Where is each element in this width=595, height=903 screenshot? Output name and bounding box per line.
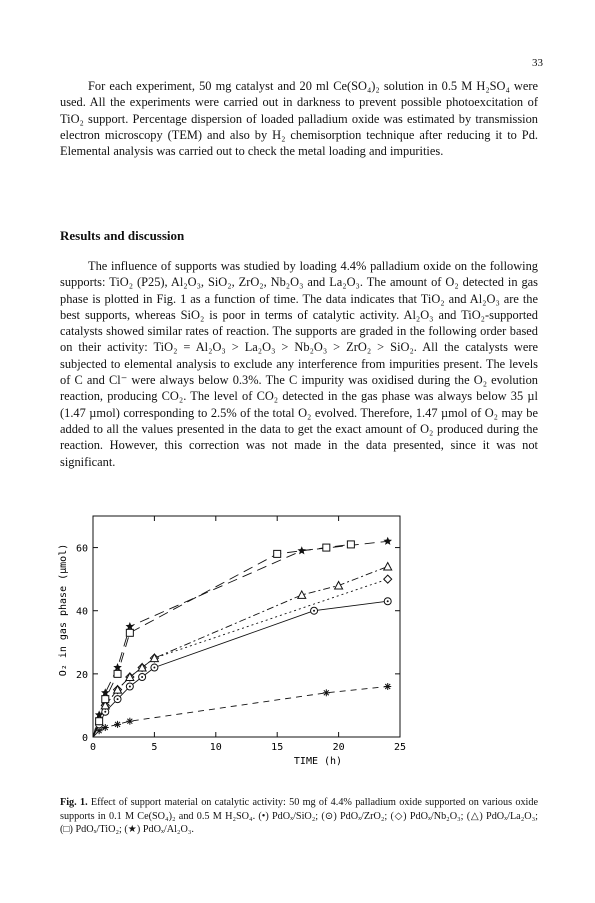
x-tick-label-3: 15	[271, 742, 284, 753]
series-0-point-4	[126, 718, 133, 725]
y-tick-label-3: 60	[75, 543, 88, 555]
series-3-point-8	[384, 563, 392, 571]
x-tick-label-0: 0	[89, 742, 97, 753]
series-4-point-3	[114, 670, 121, 677]
x-tick-label-2: 10	[209, 742, 222, 753]
series-3-point-7	[335, 581, 343, 589]
series-1-point-4	[126, 683, 133, 690]
y-tick-label-1: 20	[75, 669, 88, 681]
series-1-point-5	[139, 674, 146, 681]
y-tick-label-2: 40	[75, 606, 88, 618]
series-line-2	[93, 579, 388, 737]
series-1-point-6	[151, 664, 158, 671]
series-3-point-6	[298, 591, 306, 599]
series-4-point-5	[274, 550, 281, 557]
figure-caption	[60, 796, 538, 837]
series-5-point-5	[297, 546, 306, 554]
plot-frame	[93, 516, 400, 737]
caption-text: Effect of support material on catalytic activity: 50 mg of 4.4% palladium oxide supported on various oxide supports in 0.1 M Ce(SO₄)₂ and 0.5 M H₂SO₄. (•) PdOₓ/SiO₂; (⊙) PdOₓ/ZrO₂; (◇) PdOₓ/Nb₂O₃; (△) PdOₓ/La₂O₃; (□) PdOₓ/TiO₂; (★) PdOₓ/Al₂O₃.	[60, 797, 538, 835]
x-tick-label-5: 25	[393, 742, 407, 753]
series-line-5	[93, 541, 388, 737]
paragraph-experiment: For each experiment, 50 mg catalyst and 20 ml Ce(SO₄)₂ solution in 0.5 M H₂SO₄ were used. All the experiments were carried out in darkness to prevent possible photoexcitation of TiO₂ support. Percentage dispersion of loaded palladium oxide was estimated by transmission electron microscopy (TEM) and also by H₂ chemisorption technique after reducing it to Pd. Elemental analysis was carried out to check the metal loading and impurities.	[60, 79, 538, 159]
x-axis-label: TIME (h)	[293, 756, 343, 767]
series-1-point-3	[114, 696, 121, 703]
series-0-point-6	[384, 683, 391, 690]
series-0-point-5	[323, 689, 330, 696]
series-5-point-6	[383, 537, 392, 545]
x-tick-label-4: 20	[332, 742, 345, 753]
series-line-0	[93, 687, 388, 738]
y-axis-label: O₂ in gas phase (µmol)	[58, 543, 69, 677]
series-1-point-7	[311, 607, 318, 614]
series-4-point-2	[102, 696, 109, 703]
plot-border	[93, 516, 400, 737]
series-lines	[93, 541, 388, 737]
series-2-point-6	[384, 575, 392, 583]
series-0-point-3	[114, 721, 121, 728]
y-tick-label-0: 0	[81, 733, 88, 744]
section-heading: Results and discussion	[60, 228, 185, 243]
series-4-point-7	[347, 541, 354, 548]
series-line-3	[93, 567, 388, 738]
series-4-point-1	[96, 718, 103, 725]
series-4-point-4	[126, 629, 133, 636]
caption-label: Fig. 1.	[60, 797, 88, 808]
series-1-point-8	[384, 598, 391, 605]
page-number: 33	[532, 57, 543, 69]
x-tick-label-1: 5	[151, 742, 158, 753]
paragraph-results: The influence of supports was studied by loading 4.4% palladium oxide on the following supports: TiO₂ (P25), Al₂O₃, SiO₂, ZrO₂, Nb₂O₃ and La₂O₃. The amount of O₂ detected in gas phase is plotted in Fig. 1 as a function of time. The data indicates that TiO₂ and Al₂O₃ are the best supports, whereas SiO₂ is poor in terms of catalytic activity. Al₂O₃ and TiO₂-supported catalysts showed similar rates of reaction. The supports are graded in the following order based on their activity: TiO₂ = Al₂O₃ > La₂O₃ > Nb₂O₃ > ZrO₂ > SiO₂. All the catalysts were subjected to elemental analysis to exclude any interference from impurities present. The levels of C and Cl⁻ were always below 0.3%. The C impurity was oxidised during the O₂ evolution reaction, producing CO₂. The level of CO₂ detected in the gas phase was always below 35 µl (1.47 µmol) corresponding to 2.5% of the total O₂ evolved. Therefore, 1.47 µmol of O₂ may be added to all the values presented in the data to get the exact amount of O₂ produced during the reaction. However, this correction was not made in the data presented, since it was not significant.	[60, 259, 538, 469]
axis-ticks	[76, 516, 406, 753]
series-4-point-6	[323, 544, 330, 551]
